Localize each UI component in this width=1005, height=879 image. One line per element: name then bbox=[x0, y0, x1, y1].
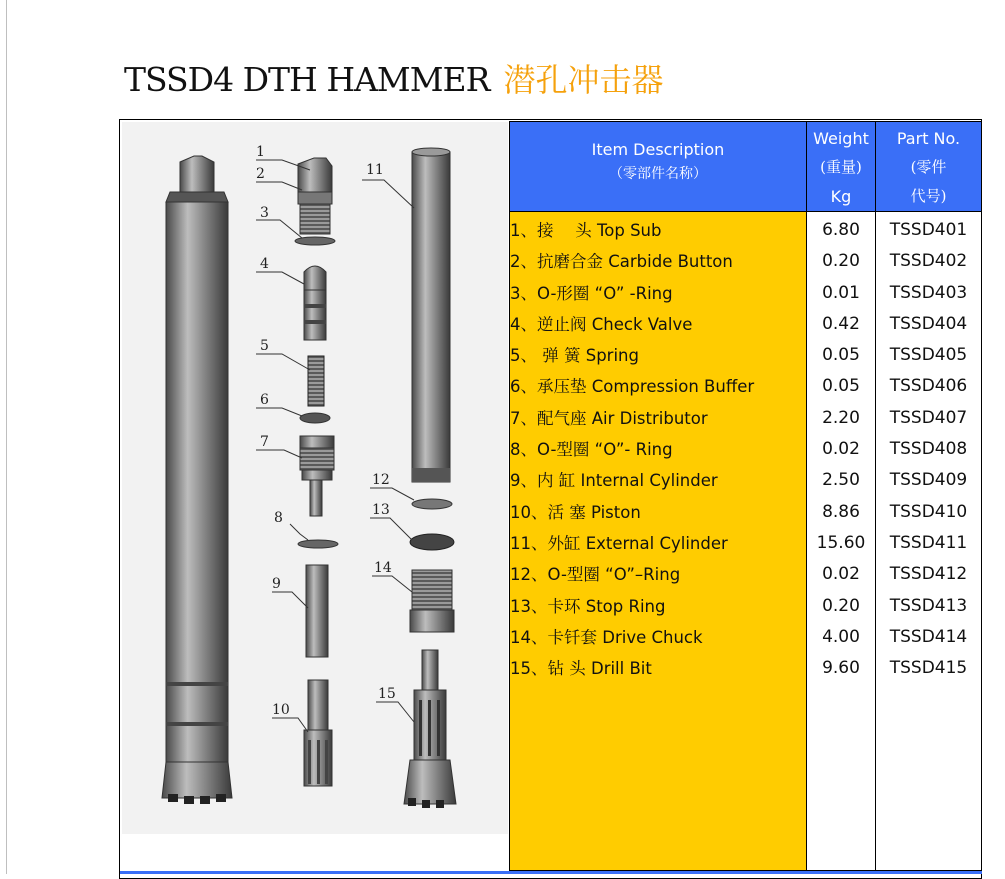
figure-label: 1 bbox=[256, 144, 265, 160]
item-part-number-cell: TSSD407 bbox=[889, 407, 968, 428]
figure-label: 11 bbox=[366, 162, 384, 178]
page-title bbox=[124, 56, 663, 104]
item-part-number-cell: TSSD401 bbox=[889, 220, 968, 240]
item-part-number-cell: TSSD414 bbox=[889, 626, 968, 647]
item-weight-cell: 2.20 bbox=[822, 407, 860, 428]
item-description-cell: 5、 弹 簧 Spring bbox=[510, 346, 639, 366]
hammer-drawing bbox=[122, 122, 508, 834]
figure-label: 6 bbox=[260, 392, 269, 408]
exploded-parts-diagram bbox=[122, 122, 508, 834]
item-weight-cell: 0.20 bbox=[822, 251, 860, 272]
item-weight-cell: 0.42 bbox=[822, 313, 860, 334]
item-part-number-cell: TSSD404 bbox=[889, 313, 968, 334]
leader-lines bbox=[256, 160, 414, 732]
weight-rows bbox=[807, 215, 875, 684]
part-drill-bit-shape bbox=[404, 650, 456, 808]
figure-label: 13 bbox=[372, 502, 390, 518]
item-weight-cell: 0.02 bbox=[822, 439, 860, 460]
part-air-distributor-shape bbox=[300, 436, 334, 516]
item-weight-cell: 4.00 bbox=[822, 626, 860, 647]
item-description-cell: 6、承压垫 Compression Buffer bbox=[510, 377, 755, 397]
part-check-valve-shape bbox=[304, 266, 326, 340]
part-piston-shape bbox=[304, 680, 332, 786]
figure-label: 3 bbox=[260, 205, 269, 221]
header-weight bbox=[806, 121, 876, 212]
figure-label: 15 bbox=[378, 686, 396, 702]
item-description-cell: 15、钻 头 Drill Bit bbox=[510, 659, 652, 679]
header-part-line2: (零件 bbox=[910, 158, 947, 176]
item-description-cell: 13、卡环 Stop Ring bbox=[510, 596, 666, 616]
part-top-sub-shape bbox=[298, 158, 332, 234]
figure-label: 2 bbox=[256, 166, 265, 182]
item-weight-cell: 0.01 bbox=[822, 282, 860, 303]
item-description-cell: 3、O-形圈 “O” -Ring bbox=[510, 283, 673, 303]
item-weight-cell: 0.05 bbox=[822, 345, 860, 366]
item-part-number-cell: TSSD415 bbox=[889, 658, 968, 679]
description-rows bbox=[510, 215, 806, 684]
item-part-number-cell: TSSD408 bbox=[889, 439, 968, 460]
item-description-cell: 11、外缸 External Cylinder bbox=[510, 533, 728, 553]
item-description-cell: 10、活 塞 Piston bbox=[510, 502, 641, 522]
item-part-number-cell: TSSD412 bbox=[889, 564, 968, 585]
header-part-line1: Part No. bbox=[896, 129, 961, 148]
item-weight-cell: 0.02 bbox=[822, 564, 860, 585]
item-part-number-cell: TSSD406 bbox=[889, 376, 968, 397]
item-part-number-cell: TSSD402 bbox=[889, 251, 968, 272]
item-weight-cell: 15.60 bbox=[816, 532, 866, 553]
header-weight-line3: Kg bbox=[830, 187, 852, 206]
header-description-sub: （零部件名称） bbox=[609, 166, 707, 182]
item-weight-cell: 0.20 bbox=[822, 595, 860, 616]
item-weight-cell: 0.05 bbox=[822, 376, 860, 397]
figure-label: 14 bbox=[374, 560, 392, 576]
item-weight-cell: 8.86 bbox=[822, 501, 860, 522]
figure-label: 5 bbox=[260, 338, 269, 354]
header-description-label: Item Description bbox=[591, 140, 725, 159]
item-weight-cell: 6.80 bbox=[822, 220, 860, 240]
figure-label: 4 bbox=[260, 256, 269, 272]
part-drive-chuck-shape bbox=[410, 570, 454, 632]
header-weight-line2: (重量) bbox=[820, 158, 862, 176]
assembled-hammer-shape bbox=[162, 156, 232, 804]
item-part-number-cell: TSSD413 bbox=[889, 595, 968, 616]
item-weight-cell: 2.50 bbox=[822, 470, 860, 491]
item-description-cell: 4、逆止阀 Check Valve bbox=[510, 314, 693, 334]
part-number-rows bbox=[876, 215, 981, 684]
header-item-description bbox=[509, 121, 807, 212]
item-description-cell: 2、抗磨合金 Carbide Button bbox=[510, 252, 733, 272]
figure-label: 10 bbox=[272, 702, 290, 718]
item-weight-cell: 9.60 bbox=[822, 658, 860, 679]
header-part-line3: 代号) bbox=[910, 187, 947, 205]
part-external-cylinder-shape bbox=[412, 148, 450, 482]
item-part-number-cell: TSSD409 bbox=[889, 470, 968, 491]
figure-label: 8 bbox=[274, 510, 283, 526]
item-part-number-cell: TSSD410 bbox=[889, 501, 968, 522]
figure-label: 12 bbox=[372, 472, 390, 488]
item-part-number-cell: TSSD403 bbox=[889, 282, 968, 303]
title-english: TSSD4 DTH HAMMER bbox=[124, 60, 490, 99]
item-description-cell: 9、内 缸 Internal Cylinder bbox=[510, 471, 718, 491]
figure-label: 7 bbox=[260, 434, 269, 450]
item-description-cell: 14、卡钎套 Drive Chuck bbox=[510, 627, 703, 647]
header-weight-line1: Weight bbox=[813, 129, 869, 148]
item-description-cell: 1、接 头 Top Sub bbox=[510, 221, 662, 240]
figure-label: 9 bbox=[272, 576, 281, 592]
item-part-number-cell: TSSD411 bbox=[889, 532, 968, 553]
page-left-border bbox=[0, 0, 7, 874]
item-description-cell: 12、O-型圈 “O”–Ring bbox=[510, 565, 681, 585]
item-part-number-cell: TSSD405 bbox=[889, 345, 968, 366]
header-part-no bbox=[875, 121, 982, 212]
item-description-cell: 7、配气座 Air Distributor bbox=[510, 408, 708, 428]
title-chinese: 潜孔冲击器 bbox=[503, 61, 664, 99]
item-description-cell: 8、O-型圈 “O”- Ring bbox=[510, 440, 673, 460]
